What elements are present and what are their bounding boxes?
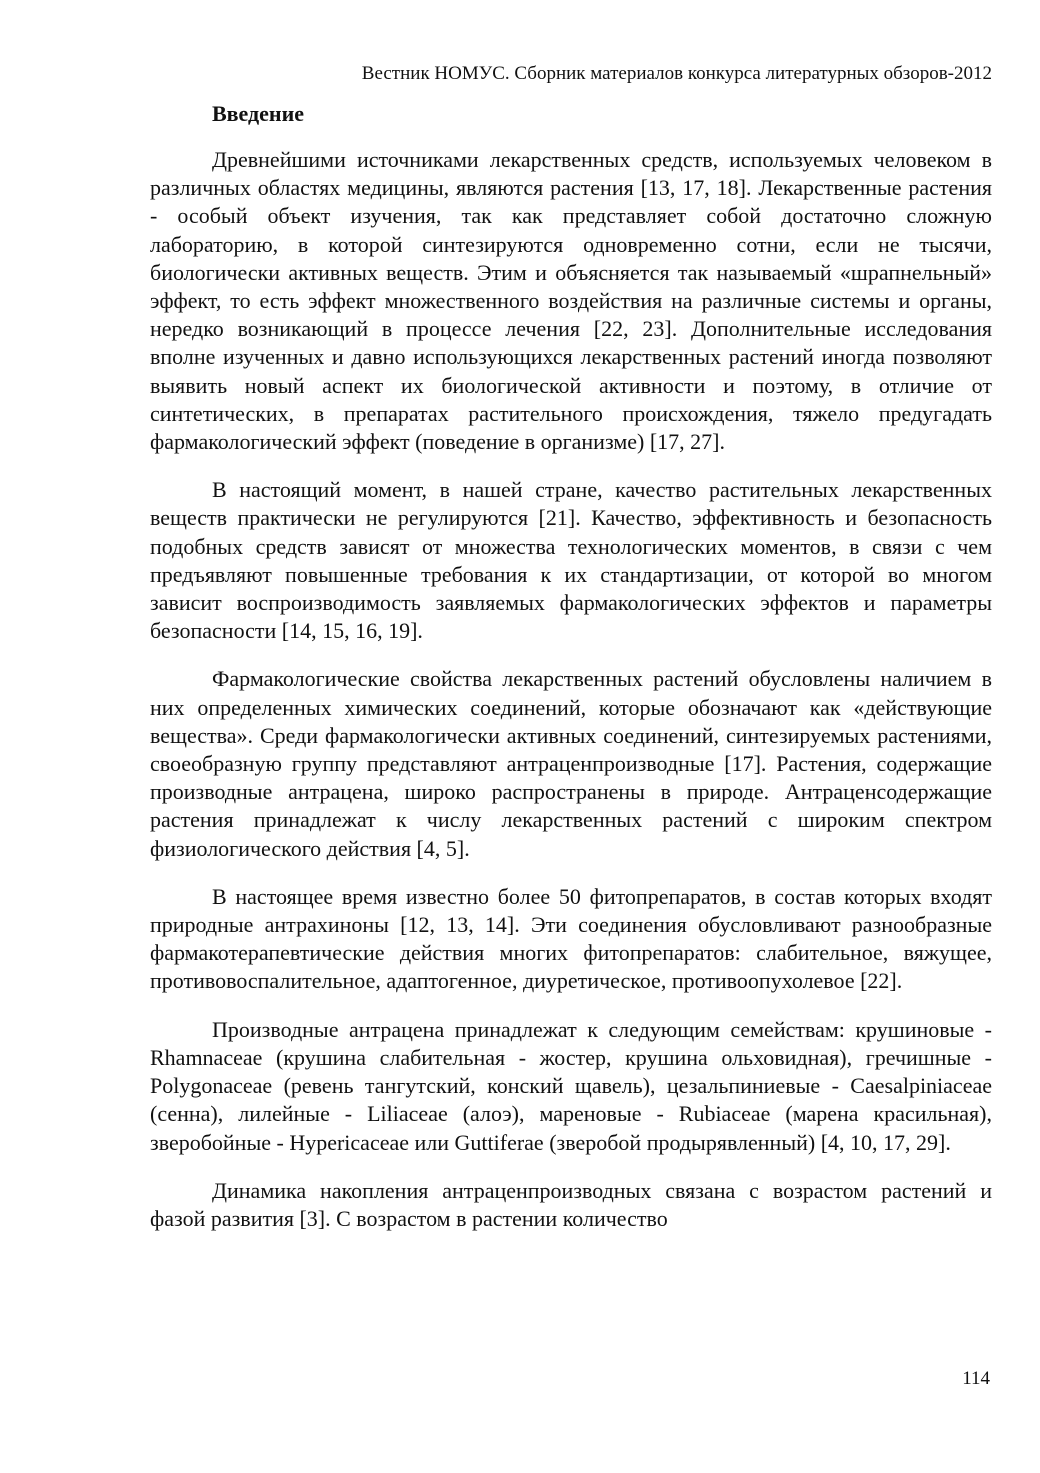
paragraph: Динамика накопления антраценпроизводных связана с возрастом растений и фазой развития [3]. С возрастом в растении количество	[150, 1177, 992, 1231]
document-body	[150, 100, 992, 1233]
paragraph: Производные антрацена принадлежат к следующим семействам: крушиновые - Rhamnaceae (крушина слабительная - жостер, крушина ольховидная), гречишные - Polygonaceae (ревень тангутский, конский щавель), цезальпиниевые - Caesalpiniaceae (сенна), лилейные - Liliaceae (алоэ), мареновые - Rubiaceae (марена красильная), зверобойные - Hypericaceae или Guttiferae (зверобой продырявленный) [4, 10, 17, 29].	[150, 1016, 992, 1155]
running-header: Вестник НОМУС. Сборник материалов конкурса литературных обзоров-2012	[361, 63, 992, 84]
paragraph: Фармакологические свойства лекарственных растений обусловлены наличием в них определенных химических соединений, которые обозначают как «действующие вещества». Среди фармакологически активных соединений, синтезируемых растениями, своеобразную группу представляют антраценпроизводные [17]. Растения, содержащие производные антрацена, широко распространены в природе. Антраценсодержащие растения принадлежат к числу лекарственных растений с широким спектром физиологического действия [4, 5].	[150, 666, 992, 861]
section-title: Введение	[212, 101, 305, 126]
paragraph: В настоящее время известно более 50 фитопрепаратов, в состав которых входят природные антрахиноны [12, 13, 14]. Эти соединения обусловливают разнообразные фармакотерапевтические действия многих фитопрепаратов: слабительное, вяжущее, противовоспалительное, адаптогенное, диуретическое, противоопухолевое [22].	[150, 883, 992, 994]
paragraph: Древнейшими источниками лекарственных средств, используемых человеком в различных областях медицины, являются растения [13, 17, 18]. Лекарственные растения - особый объект изучения, так как представляет собой достаточно сложную лабораторию, в которой синтезируются одновременно сотни, если не тысячи, биологически активных веществ. Этим и объясняется так называемый «шрапнельный» эффект, то есть эффект множественного воздействия на различные системы и органы, нередко возникающий в процессе лечения [22, 23]. Дополнительные исследования вполне изученных и давно использующихся лекарственных растений иногда позволяют выявить новый аспект их биологической активности и поэтому, в отличие от синтетических, в препаратах растительного происхождения, тяжело предугадать фармакологический эффект (поведение в организме) [17, 27].	[150, 147, 992, 455]
page-number: 114	[962, 1368, 990, 1389]
paragraph: В настоящий момент, в нашей стране, качество растительных лекарственных веществ практически не регулируются [21]. Качество, эффективность и безопасность подобных средств зависят от множества технологических моментов, в связи с чем предъявляют повышенные требования к их стандартизации, от которой во многом зависит воспроизводимость заявляемых фармакологических эффектов и параметры безопасности [14, 15, 16, 19].	[150, 477, 992, 644]
